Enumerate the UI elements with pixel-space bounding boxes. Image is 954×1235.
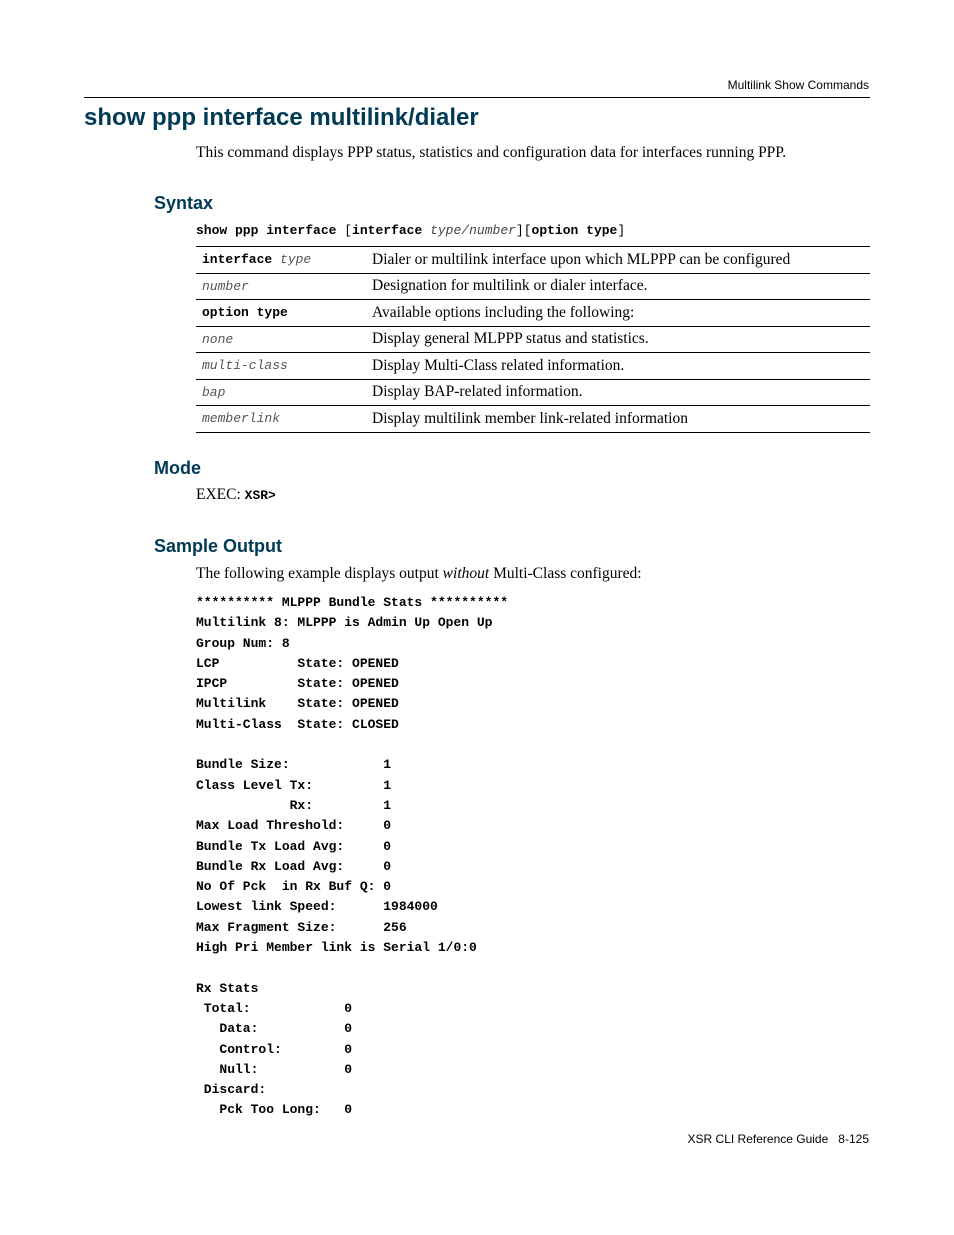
parameter-name	[196, 353, 364, 380]
syntax-line	[196, 223, 625, 238]
parameter-row	[196, 326, 870, 353]
parameter-description: Display multilink member link-related information	[364, 406, 870, 433]
parameter-keyword: interface	[202, 252, 273, 268]
parameter-name	[196, 406, 364, 433]
parameter-name	[196, 300, 364, 327]
syntax-bracket: ]	[617, 223, 626, 238]
mode-line	[196, 486, 276, 504]
syntax-space	[422, 223, 430, 238]
page-footer	[688, 1132, 869, 1146]
mode-label: EXEC:	[196, 486, 245, 503]
sample-output-code: ********** MLPPP Bundle Stats ********** Multilink 8: MLPPP is Admin Up Open Up Group Num: 8 LCP State: OPENED IPCP State: OPENED Multilink State: OPENED Multi-Class State: CLOSED Bundle Size: 1 Class Level Tx: 1 Rx: 1 Max Load Threshold: 0 Bundle Tx Load Avg: 0 Bundle Rx Load Avg: 0 No Of Pck in Rx Buf Q: 0 Lowest link Speed: 1984000 Max Fragment Size: 256 High Pri Member link is Serial 1/0:0 Rx Stats Total: 0 Data: 0 Control: 0 Null: 0 Discard: Pck Too Long: 0	[196, 595, 509, 1118]
parameter-row	[196, 273, 870, 300]
sample-intro-text-end: Multi-Class configured:	[489, 565, 642, 582]
parameter-row	[196, 379, 870, 406]
syntax-arg-type: type	[430, 223, 462, 238]
parameter-name	[196, 379, 364, 406]
sample-intro-text: The following example displays output	[196, 565, 443, 582]
parameter-description: Display BAP-related information.	[364, 379, 870, 406]
mode-prompt: XSR>	[244, 488, 276, 503]
sample-intro-emphasis: without	[442, 565, 490, 582]
parameter-argument: none	[202, 331, 234, 347]
running-header: Multilink Show Commands	[727, 78, 869, 92]
parameter-description: Designation for multilink or dialer interface.	[364, 273, 870, 300]
parameter-argument: bap	[202, 384, 226, 400]
parameter-argument: type	[280, 252, 312, 268]
parameter-argument: memberlink	[202, 411, 281, 427]
parameter-argument: number	[202, 278, 249, 294]
parameter-name	[196, 326, 364, 353]
parameter-name	[196, 247, 364, 274]
intro-paragraph: This command displays PPP status, statistics and configuration data for interfaces running PPP.	[196, 144, 787, 161]
parameter-row	[196, 406, 870, 433]
sample-output-heading: Sample Output	[154, 536, 283, 556]
parameter-row	[196, 247, 870, 274]
parameter-description: Available options including the following:	[364, 300, 870, 327]
syntax-heading: Syntax	[154, 193, 214, 213]
syntax-command: show ppp interface	[196, 223, 337, 238]
parameter-row	[196, 300, 870, 327]
syntax-arg-number: number	[469, 223, 516, 238]
parameter-description: Display Multi-Class related information.	[364, 353, 870, 380]
syntax-slash: /	[461, 223, 470, 238]
parameter-row	[196, 353, 870, 380]
footer-guide-title: XSR CLI Reference Guide	[687, 1132, 829, 1146]
page-title: show ppp interface multilink/dialer	[84, 104, 479, 131]
footer-page-number: 8-125	[838, 1132, 869, 1146]
syntax-bracket: ][	[515, 223, 532, 238]
syntax-keyword-interface: interface	[352, 223, 423, 238]
parameter-name	[196, 273, 364, 300]
parameter-description: Dialer or multilink interface upon which MLPPP can be configured	[364, 247, 870, 274]
syntax-keyword-option: option type	[531, 223, 618, 238]
header-rule	[84, 97, 870, 98]
parameter-keyword: option type	[202, 305, 288, 321]
parameter-table	[196, 246, 870, 433]
parameter-argument: multi-class	[202, 358, 288, 374]
sample-intro	[196, 565, 642, 583]
parameter-description: Display general MLPPP status and statistics.	[364, 326, 870, 353]
mode-heading: Mode	[154, 458, 201, 478]
syntax-bracket: [	[336, 223, 353, 238]
